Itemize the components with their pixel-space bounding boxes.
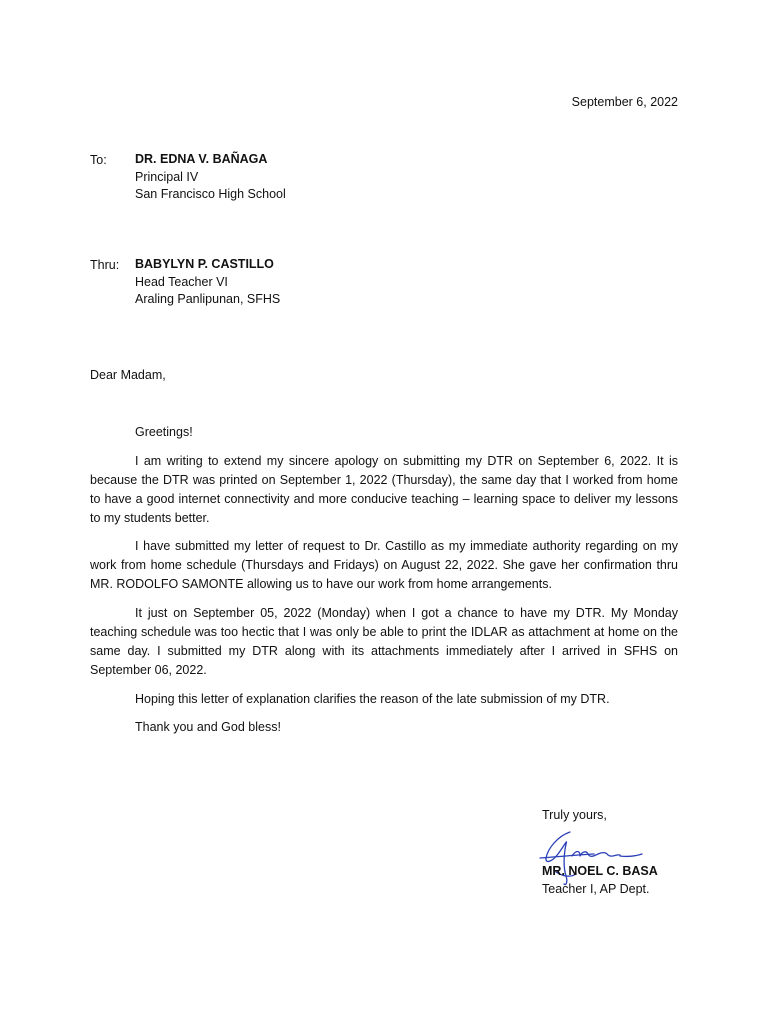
signature-stroke-2 (540, 854, 594, 858)
body-paragraph-2: I have submitted my letter of request to Dr. Castillo as my immediate authority regarding on my work from home schedule (Thursdays and Fridays) on August 22, 2022. She gave her confirmation thru MR. RODOLFO SAMONTE allowing us to have our work from home arrangements. (90, 539, 678, 591)
signature-stroke-4 (620, 854, 642, 856)
to-title: Principal IV (135, 169, 199, 184)
body-paragraph-4: Hoping this letter of explanation clarifies the reason of the late submission of my DTR. (135, 692, 610, 706)
to-address-block (135, 151, 286, 204)
signatory-title: Teacher I, AP Dept. (542, 882, 650, 896)
closing: Truly yours, (542, 808, 607, 822)
thru-title: Head Teacher VI (135, 274, 228, 289)
greeting: Greetings! (135, 425, 193, 439)
thru-label: Thru: (90, 258, 120, 272)
signatory-name: MR. NOEL C. BASA (542, 864, 658, 878)
thru-address-block (135, 256, 280, 309)
thru-name: BABYLYN P. CASTILLO (135, 257, 274, 271)
body-paragraph-1: I am writing to extend my sincere apology on submitting my DTR on September 6, 2022. It is because the DTR was printed on September 1, 2022 (Thursday), the same day that I worked from home to have a good internet connectivity and more conducive teaching – learning space to deliver my lessons to my students better. (90, 454, 678, 525)
to-label: To: (90, 153, 107, 167)
to-org: San Francisco High School (135, 187, 286, 201)
body-paragraph-5: Thank you and God bless! (135, 720, 281, 734)
letter-date: September 6, 2022 (571, 95, 678, 109)
to-name: DR. EDNA V. BAÑAGA (135, 152, 268, 166)
body-paragraph-3: It just on September 05, 2022 (Monday) when I got a chance to have my DTR. My Monday teaching schedule was too hectic that I was only be able to print the IDLAR as attachment at home on the same day. I submitted my DTR along with its attachments immediately after I arrived in SFHS on September 06, 2022. (90, 606, 678, 677)
signatory-block (542, 862, 658, 898)
salutation: Dear Madam, (90, 368, 166, 382)
thru-org: Araling Panlipunan, SFHS (135, 292, 281, 306)
